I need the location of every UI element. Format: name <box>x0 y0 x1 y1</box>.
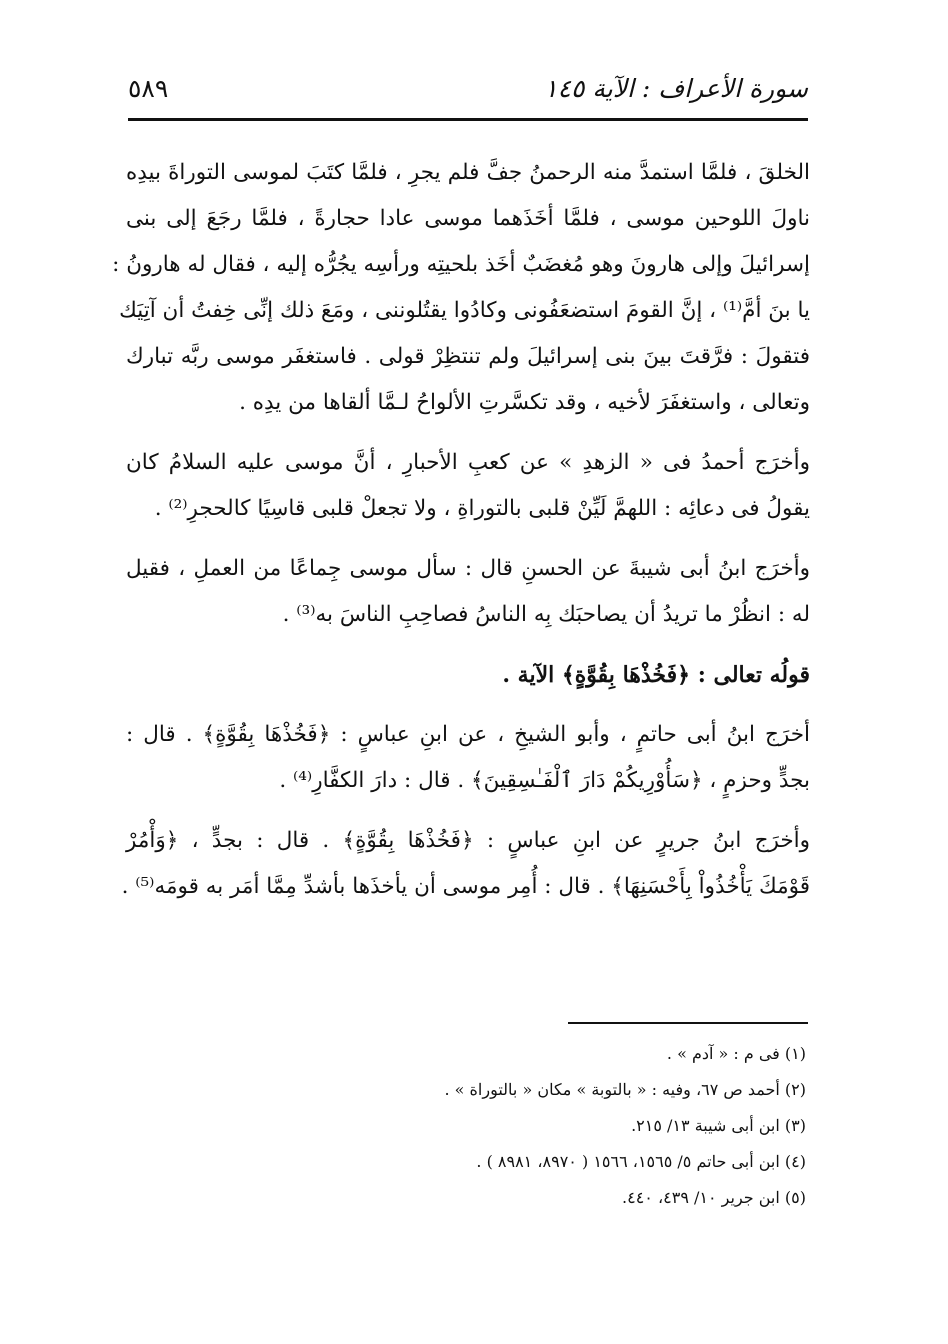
paragraph <box>126 440 810 532</box>
page-header <box>128 72 808 108</box>
footnote: (٣) ابن أبى شيبة ١٣/ ٢١٥. <box>631 1116 806 1135</box>
verse-heading <box>126 652 810 698</box>
text-line: قولُه تعالى : ﴿فَخُذْهَا بِقُوَّةٍ﴾ الآية . <box>502 662 810 688</box>
page-title: سورة الأعراف : الآية ١٤٥ <box>544 74 808 103</box>
footnotes <box>360 1036 806 1216</box>
text-line: وأخرَج أحمدُ فى « الزهدِ » عن كعبِ الأحبارِ ، أنَّ موسى عليه السلامُ كان <box>126 450 810 475</box>
footnote: (٥) ابن جرير ١٠/ ٤٣٩، ٤٤٠. <box>622 1188 806 1207</box>
page-number: ٥٨٩ <box>128 74 169 103</box>
text-line: قَوْمَكَ يَأْخُذُواْ بِأَحْسَنِهَا﴾ . قال : أُمِر موسى أن يأخذَها بأشدِّ مِمَّا أمَر به قومَه⁽⁵⁾ . <box>121 874 810 899</box>
paragraph <box>121 818 810 910</box>
text-line: أخرَج ابنُ أبى حاتمٍ ، وأبو الشيخِ ، عن ابنِ عباسٍ : ﴿فَخُذْهَا بِقُوَّةٍ﴾ . قال : <box>126 722 810 747</box>
footnote: (٤) ابن أبى حاتم ٥/ ١٥٦٥، ١٥٦٦ ( ٨٩٧٠، ٨٩٨١ ) . <box>476 1152 806 1171</box>
text-line: يا بنَ أمَّ⁽¹⁾ ، إنَّ القومَ استضعَفُونى وكادُوا يقتُلوننى ، ومَعَ ذلك إنِّى خِفتُ أن آتِيَك <box>119 298 810 323</box>
text-line: ناولَ اللوحين موسى ، فلمَّا أخَذَهما موسى عادا حجارةً ، فلمَّا رجَعَ إلى بنى <box>126 206 810 231</box>
text-line: وأخرَج ابنُ جريرٍ عن ابنِ عباسٍ : ﴿فَخُذْهَا بِقُوَّةٍ﴾ . قال : بجدٍّ ، ﴿وَأْمُرْ <box>126 828 810 853</box>
text-line: وتعالى ، واستغفَرَ لأخيه ، وقد تكسَّرتِ الألواحُ لـمَّا ألقاها من يدِه . <box>239 390 810 415</box>
text-line: يقولُ فى دعائِه : اللهمَّ لَيِّنْ قلبى بالتوراةِ ، ولا تجعلْ قلبى قاسِيًا كالحجرِ⁽²⁾ . <box>154 496 810 521</box>
footnote: (١) فى م : « آدم » . <box>666 1044 806 1063</box>
text-line: إسرائيلَ وإلى هارونَ وهو مُغضَبٌ أخَذ بلحيتِه ورأسِه يجُرُّه إليه ، فقال له هارونُ : <box>112 252 810 277</box>
text-line: بجدٍّ وحزمٍ ، ﴿سَأُوْرِيكُمْ دَارَ ٱلْفَـٰسِقِينَ﴾ . قال : دارَ الكفَّارِ⁽⁴⁾ . <box>279 768 810 793</box>
text-line: وأخرَج ابنُ أبى شيبةَ عن الحسنِ قال : سأل موسى جِماعًا من العملِ ، فقيل <box>126 556 810 581</box>
paragraph <box>126 546 810 638</box>
footnote-divider <box>568 1022 808 1024</box>
footnote: (٢) أحمد ص ٦٧، وفيه : « بالتوبة » مكان « بالتوراة » . <box>444 1080 806 1099</box>
text-line: له : انظُرْ ما تريدُ أن يصاحبَك بِه الناسُ فصاحِبِ الناسَ به⁽³⁾ . <box>282 602 810 627</box>
paragraph <box>112 150 810 426</box>
header-divider <box>128 118 808 121</box>
page-body <box>112 150 810 924</box>
paragraph <box>126 712 810 804</box>
text-line: فتقولَ : فرَّقتَ بينَ بنى إسرائيلَ ولم تنتظِرْ قولى . فاستغفَر موسى ربَّه تبارك <box>126 344 810 369</box>
text-line: الخلقَ ، فلمَّا استمدَّ منه الرحمنُ جفَّ فلم يجرِ ، فلمَّا كتَبَ لموسى التوراةَ بيدِه <box>126 160 810 185</box>
